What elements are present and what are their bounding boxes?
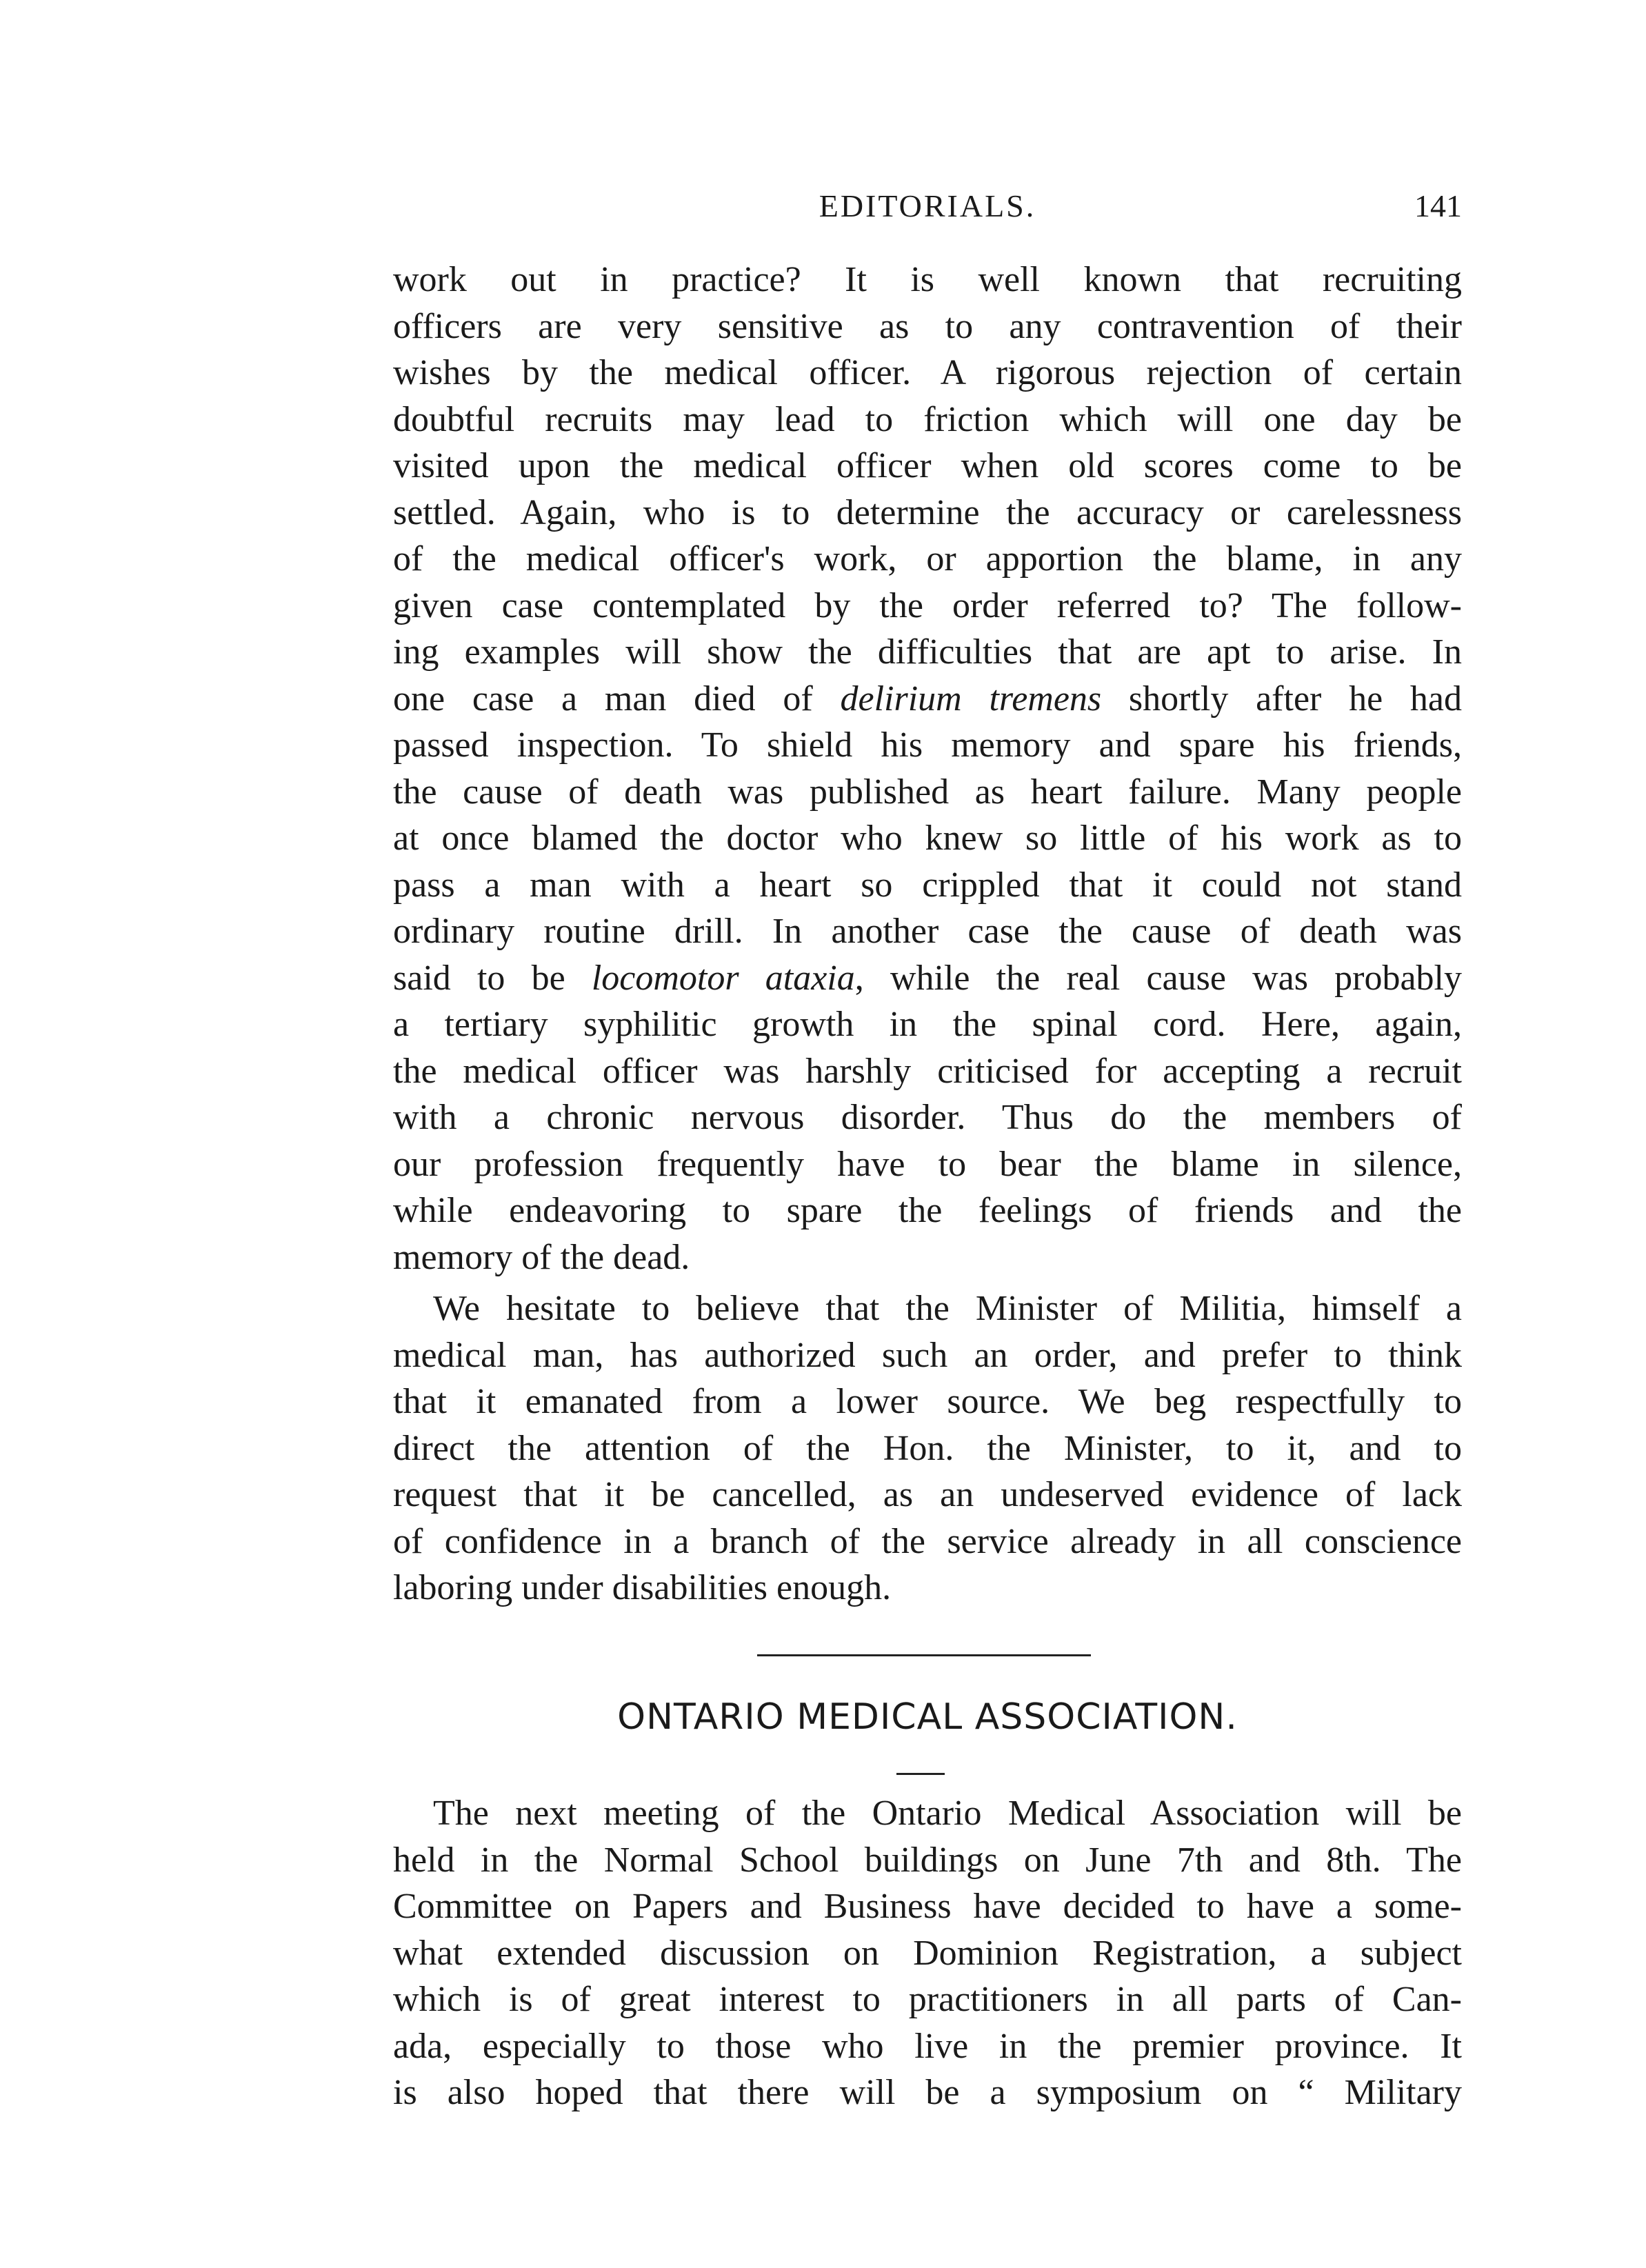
running-title: EDITORIALS. bbox=[819, 188, 1036, 223]
text-line: ing examples will show the difficulties that are apt to arise. In bbox=[393, 632, 1462, 672]
text-line: ordinary routine drill. In another case the cause of death was bbox=[393, 912, 1462, 951]
text-line: visited upon the medical officer when old scores come to be bbox=[393, 446, 1462, 485]
text-line: of the medical officer's work, or apportion the blame, in any bbox=[393, 539, 1462, 579]
text-line: Committee on Papers and Business have decided to have a some- bbox=[393, 1887, 1462, 1926]
section-divider-rule bbox=[757, 1654, 1091, 1656]
text-line: given case contemplated by the order referred to? The follow- bbox=[393, 585, 1462, 625]
text-line: our profession frequently have to bear the blame in silence, bbox=[393, 1144, 1462, 1184]
text-line: We hesitate to believe that the Minister of Militia, himself a bbox=[433, 1289, 1462, 1328]
text-line: the cause of death was published as heart failure. Many people bbox=[393, 772, 1462, 812]
text-line: said to be locomotor ataxia, while the real cause was probably bbox=[393, 958, 1462, 998]
text-line: memory of the dead. bbox=[393, 1237, 690, 1277]
text-line: while endeavoring to spare the feelings of friends and the bbox=[393, 1191, 1462, 1230]
text-line: at once blamed the doctor who knew so little of his work as to bbox=[393, 819, 1462, 858]
text-line: direct the attention of the Hon. the Minister, to it, and to bbox=[393, 1428, 1462, 1468]
text-line: is also hoped that there will be a symposium on “ Military bbox=[393, 2073, 1462, 2112]
text-line: of confidence in a branch of the service already in all conscience bbox=[393, 1521, 1462, 1561]
text-line: settled. Again, who is to determine the accuracy or carelessness bbox=[393, 492, 1462, 532]
text-line: medical man, has authorized such an order, and prefer to think bbox=[393, 1335, 1462, 1375]
association-paragraph bbox=[393, 1790, 1462, 2116]
section-heading: ONTARIO MEDICAL ASSOCIATION. bbox=[617, 1696, 1238, 1738]
text-line: held in the Normal School buildings on June 7th and 8th. The bbox=[393, 1840, 1462, 1880]
text-line: laboring under disabilities enough. bbox=[393, 1568, 892, 1607]
text-line: pass a man with a heart so crippled that it could not stand bbox=[393, 865, 1462, 905]
text-line: officers are very sensitive as to any contravention of their bbox=[393, 306, 1462, 346]
editorial-paragraph-2 bbox=[393, 1285, 1462, 1612]
page-header bbox=[393, 188, 1462, 236]
text-line: that it emanated from a lower source. We beg respectfully to bbox=[393, 1382, 1462, 1421]
text-line: the medical officer was harshly criticised for accepting a recruit bbox=[393, 1051, 1462, 1091]
text-line: what extended discussion on Dominion Registration, a subject bbox=[393, 1933, 1462, 1973]
editorial-paragraph-1 bbox=[393, 257, 1462, 1281]
text-line: doubtful recruits may lead to friction which will one day be bbox=[393, 399, 1462, 439]
heading-underline-rule bbox=[896, 1773, 945, 1775]
text-line: ada, especially to those who live in the premier province. It bbox=[393, 2026, 1462, 2066]
text-line: request that it be cancelled, as an undeserved evidence of lack bbox=[393, 1475, 1462, 1514]
text-line: passed inspection. To shield his memory and spare his friends, bbox=[393, 725, 1462, 765]
text-line: wishes by the medical officer. A rigorous rejection of certain bbox=[393, 353, 1462, 392]
text-line: with a chronic nervous disorder. Thus do the members of bbox=[393, 1098, 1462, 1137]
text-line: one case a man died of delirium tremens shortly after he had bbox=[393, 679, 1462, 719]
text-line: work out in practice? It is well known that recruiting bbox=[393, 260, 1462, 299]
text-line: a tertiary syphilitic growth in the spinal cord. Here, again, bbox=[393, 1005, 1462, 1044]
page-number: 141 bbox=[1414, 188, 1462, 223]
text-line: The next meeting of the Ontario Medical Association will be bbox=[433, 1794, 1462, 1833]
text-line: which is of great interest to practitioners in all parts of Can- bbox=[393, 1980, 1462, 2019]
